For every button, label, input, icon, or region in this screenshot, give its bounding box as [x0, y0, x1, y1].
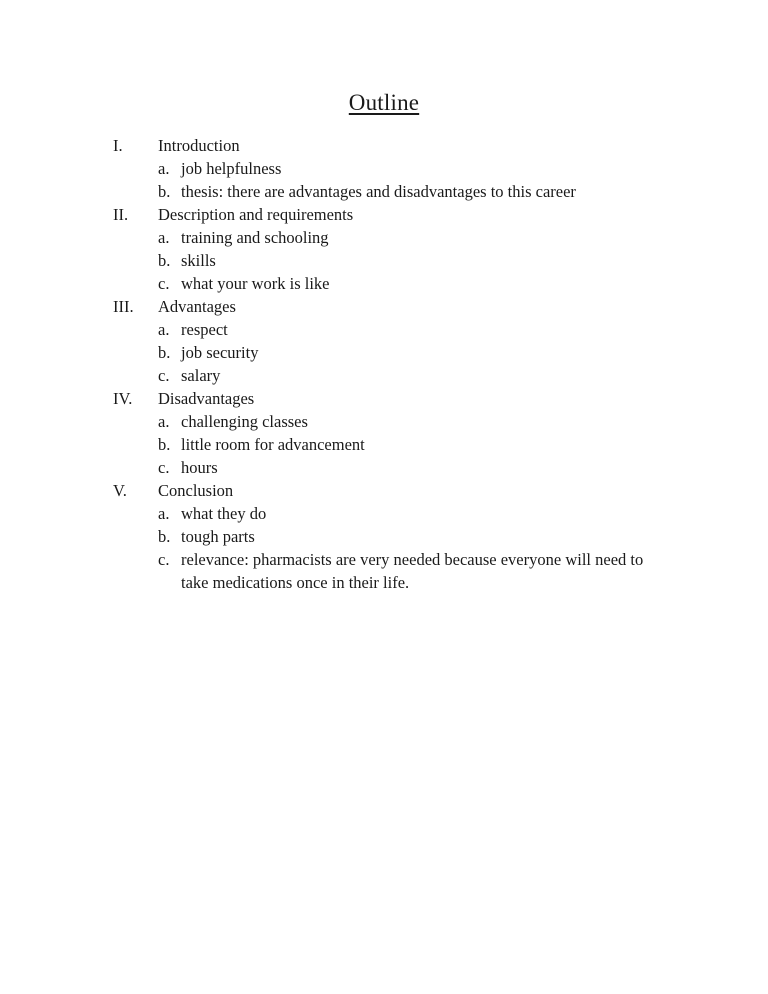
outline-subitem [0, 318, 768, 341]
subitem-text: thesis: there are advantages and disadvantages to this career [181, 182, 576, 201]
subitem-letter: a. [158, 504, 170, 523]
outline-subitem [0, 226, 768, 249]
outline-section-2 [0, 203, 768, 226]
section-label: Introduction [158, 136, 240, 155]
section-numeral: III. [113, 297, 134, 316]
subitem-letter: b. [158, 435, 171, 454]
subitem-text: little room for advancement [181, 435, 365, 454]
subitem-letter: b. [158, 343, 171, 362]
outline-subitem [0, 433, 768, 456]
outline-section-3 [0, 295, 768, 318]
subitem-letter: c. [158, 458, 170, 477]
subitem-text: job helpfulness [181, 159, 282, 178]
subitem-text: job security [181, 343, 259, 362]
subitem-letter: a. [158, 159, 170, 178]
subitem-letter: c. [158, 366, 170, 385]
outline-section-1 [0, 134, 768, 157]
section-label: Advantages [158, 297, 236, 316]
subitem-letter: c. [158, 550, 170, 569]
subitem-text: salary [181, 366, 221, 385]
section-label: Description and requirements [158, 205, 354, 224]
subitem-letter: a. [158, 228, 170, 247]
outline-subitem [0, 548, 768, 571]
section-numeral: I. [113, 136, 123, 155]
subitem-text: challenging classes [181, 412, 308, 431]
outline-subitem-continuation [0, 571, 768, 594]
subitem-text: skills [181, 251, 216, 270]
outline-section-5 [0, 479, 768, 502]
subitem-letter: b. [158, 527, 171, 546]
outline-subitem [0, 341, 768, 364]
outline-subitem [0, 525, 768, 548]
subitem-letter: b. [158, 251, 171, 270]
section-label: Disadvantages [158, 389, 255, 408]
subitem-text: relevance: pharmacists are very needed because everyone will need to [181, 550, 644, 569]
subitem-text: respect [181, 320, 228, 339]
subitem-letter: a. [158, 412, 170, 431]
subitem-text: training and schooling [181, 228, 329, 247]
outline-list [0, 134, 768, 594]
subitem-letter: b. [158, 182, 171, 201]
outline-subitem [0, 249, 768, 272]
subitem-text: tough parts [181, 527, 255, 546]
subitem-text: hours [181, 458, 218, 477]
outline-subitem [0, 364, 768, 387]
outline-subitem [0, 410, 768, 433]
outline-subitem [0, 157, 768, 180]
page-title: Outline [348, 90, 420, 115]
section-label: Conclusion [158, 481, 234, 500]
subitem-letter: c. [158, 274, 170, 293]
section-numeral: IV. [113, 389, 133, 408]
outline-section-4 [0, 387, 768, 410]
outline-subitem [0, 456, 768, 479]
subitem-text: what they do [181, 504, 267, 523]
subitem-continuation-text: take medications once in their life. [181, 573, 410, 592]
subitem-letter: a. [158, 320, 170, 339]
outline-subitem [0, 502, 768, 525]
section-numeral: II. [113, 205, 129, 224]
section-numeral: V. [113, 481, 127, 500]
outline-subitem [0, 272, 768, 295]
outline-subitem [0, 180, 768, 203]
subitem-text: what your work is like [181, 274, 330, 293]
